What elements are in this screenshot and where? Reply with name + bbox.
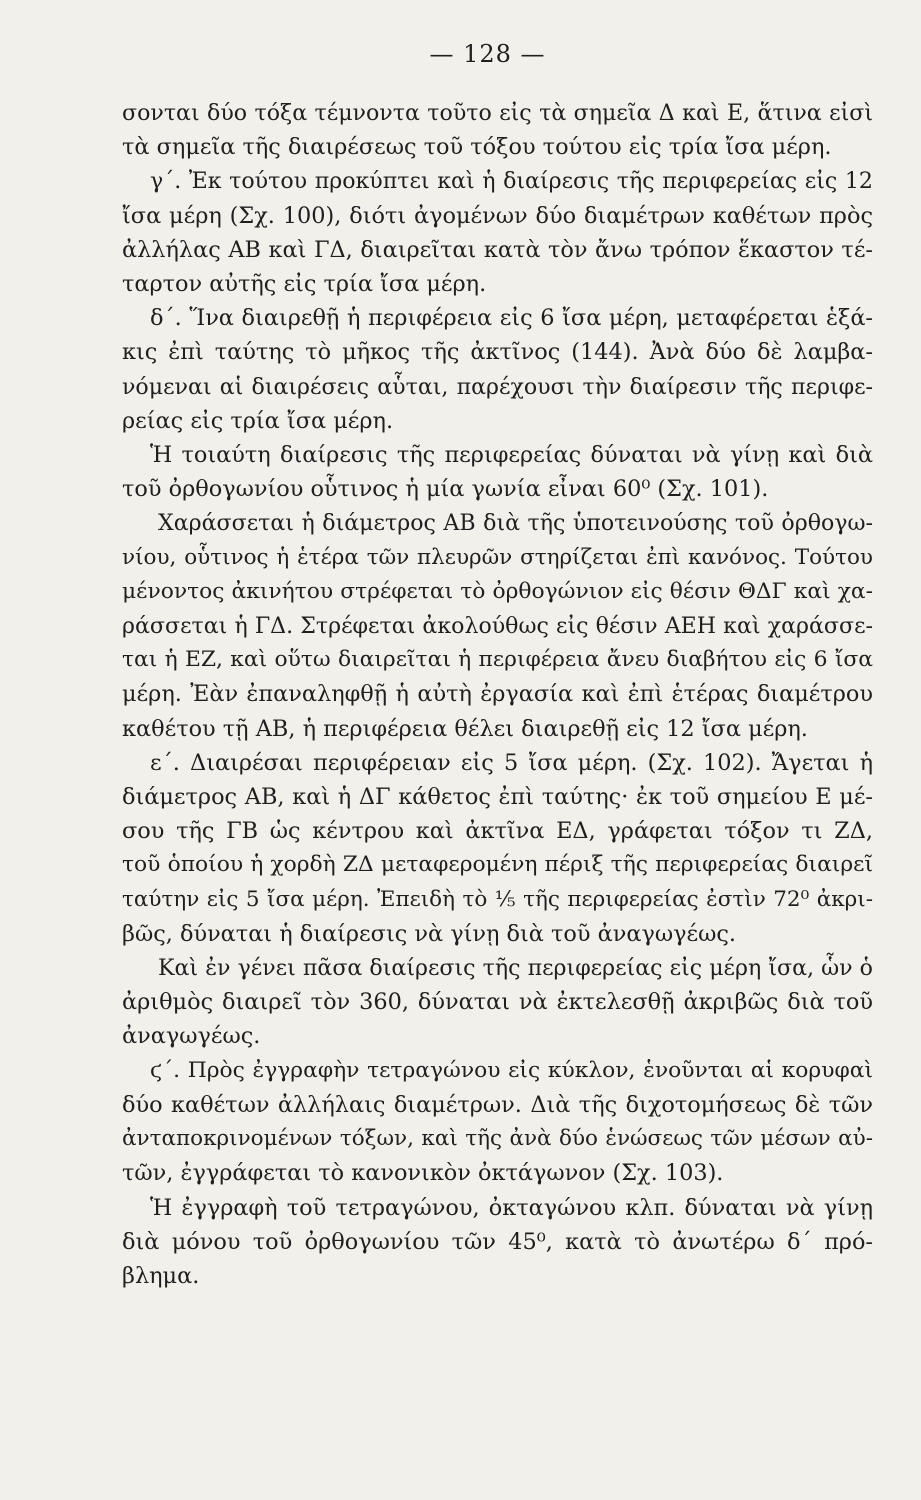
text-line: ἀριθμὸς διαιρεῖ τὸν 360, δύναται νὰ ἐκτελεσθῇ ἀκριβῶς διὰ τοῦ [122, 989, 873, 1016]
text-line: κις ἐπὶ ταύτης τὸ μῆκος τῆς ἀκτῖνος (144). Ἀνὰ δύο δὲ λαμβα- [122, 339, 873, 366]
text-line: ε΄. Διαιρέσαι περιφέρειαν εἰς 5 ἴσα μέρη. (Σχ. 102). Ἄγεται ἡ [150, 749, 873, 776]
page-number: — 128 — [429, 40, 546, 68]
text-line: Χαράσσεται ἡ διάμετρος ΑΒ διὰ τῆς ὑποτεινούσης τοῦ ὀρθογω- [158, 510, 873, 537]
text-line: διὰ μόνου τοῦ ὀρθογωνίου τῶν 45⁰, κατὰ τὸ ἀνωτέρω δ΄ πρό- [122, 1228, 873, 1255]
text-line: σονται δύο τόξα τέμνοντα τοῦτο εἰς τὰ σημεῖα Δ καὶ Ε, ἅτινα εἰσὶ [122, 100, 873, 126]
text-line: ταρτον αὐτῆς εἰς τρία ἴσα μέρη. [122, 271, 487, 298]
text-line: καθέτου τῇ ΑΒ, ἡ περιφέρεια θέλει διαιρεθῇ εἰς 12 ἴσα μέρη. [122, 715, 808, 742]
text-line: βῶς, δύναται ἡ διαίρεσις νὰ γίνῃ διὰ τοῦ ἀναγωγέως. [122, 920, 737, 947]
text-line: ἀλλήλας ΑΒ καὶ ΓΔ, διαιρεῖται κατὰ τὸν ἄνω τρόπον ἕκαστον τέ- [122, 236, 873, 263]
text-line: ρείας εἰς τρία ἴσα μέρη. [122, 407, 394, 434]
text-line: Ἡ τοιαύτη διαίρεσις τῆς περιφερείας δύναται νὰ γίνῃ καὶ διὰ [150, 442, 873, 469]
text-line: ἴσα μέρη (Σχ. 100), διότι ἀγομένων δύο διαμέτρων καθέτων πρὸς [122, 202, 873, 229]
text-line: νίου, οὗτινος ἡ ἑτέρα τῶν πλευρῶν στηρίζεται ἐπὶ κανόνος. Τούτου [122, 544, 873, 570]
text-line: τὰ σημεῖα τῆς διαιρέσεως τοῦ τόξου τούτου εἰς τρία ἴσα μέρη. [122, 134, 832, 161]
text-line: ϛ΄. Πρὸς ἐγγραφὴν τετραγώνου εἰς κύκλον, ἑνοῦνται αἱ κορυφαὶ [150, 1057, 873, 1083]
text-line: Ἡ ἐγγραφὴ τοῦ τετραγώνου, ὀκταγώνου κλπ. δύναται νὰ γίνῃ [150, 1194, 873, 1221]
text-line: διάμετρος ΑΒ, καὶ ἡ ΔΓ κάθετος ἐπὶ ταύτης· ἐκ τοῦ σημείου Ε μέ- [122, 784, 873, 811]
text-line: Καὶ ἐν γένει πᾶσα διαίρεσις τῆς περιφερείας εἰς μέρη ἴσα, ὧν ὁ [158, 955, 873, 982]
text-line: τοῦ ὁποίου ἡ χορδὴ ΖΔ μεταφερομένη πέριξ τῆς περιφερείας διαιρεῖ [122, 852, 873, 878]
text-line: ράσσεται ἡ ΓΔ. Στρέφεται ἀκολούθως εἰς θέσιν ΑΕΗ καὶ χαράσσε- [122, 613, 873, 640]
text-line: βλημα. [122, 1262, 200, 1289]
text-line: ταύτην εἰς 5 ἴσα μέρη. Ἐπειδὴ τὸ ⅕ τῆς περιφερείας ἐστὶν 72⁰ ἀκρι- [122, 886, 873, 912]
text-line: νόμεναι αἱ διαιρέσεις αὗται, παρέχουσι τὴν διαίρεσιν τῆς περιφε- [122, 373, 873, 400]
text-line: γ΄. Ἐκ τούτου προκύπτει καὶ ἡ διαίρεσις τῆς περιφερείας εἰς 12 [150, 168, 873, 195]
text-line: τοῦ ὀρθογωνίου οὗτινος ἡ μία γωνία εἶναι 60⁰ (Σχ. 101). [122, 476, 769, 503]
page-body [122, 96, 873, 1293]
text-line: μέρη. Ἐὰν ἐπαναληφθῇ ἡ αὐτὴ ἐργασία καὶ ἐπὶ ἑτέρας διαμέτρου [122, 681, 873, 708]
text-line: δύο καθέτων ἀλλήλαις διαμέτρων. Διὰ τῆς διχοτομήσεως δὲ τῶν [122, 1091, 873, 1118]
text-line: ἀναγωγέως. [122, 1023, 261, 1050]
text-line: σου τῆς ΓΒ ὡς κέντρου καὶ ἀκτῖνα ΕΔ, γράφεται τόξον τι ΖΔ, [122, 818, 873, 845]
text-line: τῶν, ἐγγράφεται τὸ κανονικὸν ὀκτάγωνον (Σχ. 103). [122, 1160, 724, 1187]
text-line: ται ἡ ΕΖ, καὶ οὕτω διαιρεῖται ἡ περιφέρεια ἄνευ διαβήτου εἰς 6 ἴσα [122, 647, 873, 673]
text-line: δ΄. Ἵνα διαιρεθῇ ἡ περιφέρεια εἰς 6 ἴσα μέρη, μεταφέρεται ἑξά- [150, 305, 873, 332]
text-line: ἀνταποκρινομένων τόξων, καὶ τῆς ἀνὰ δύο ἑνώσεως τῶν μέσων αὐ- [122, 1126, 873, 1152]
text-line: μένοντος ἀκινήτου στρέφεται τὸ ὀρθογώνιον εἰς θέσιν ΘΔΓ καὶ χα- [122, 578, 873, 604]
